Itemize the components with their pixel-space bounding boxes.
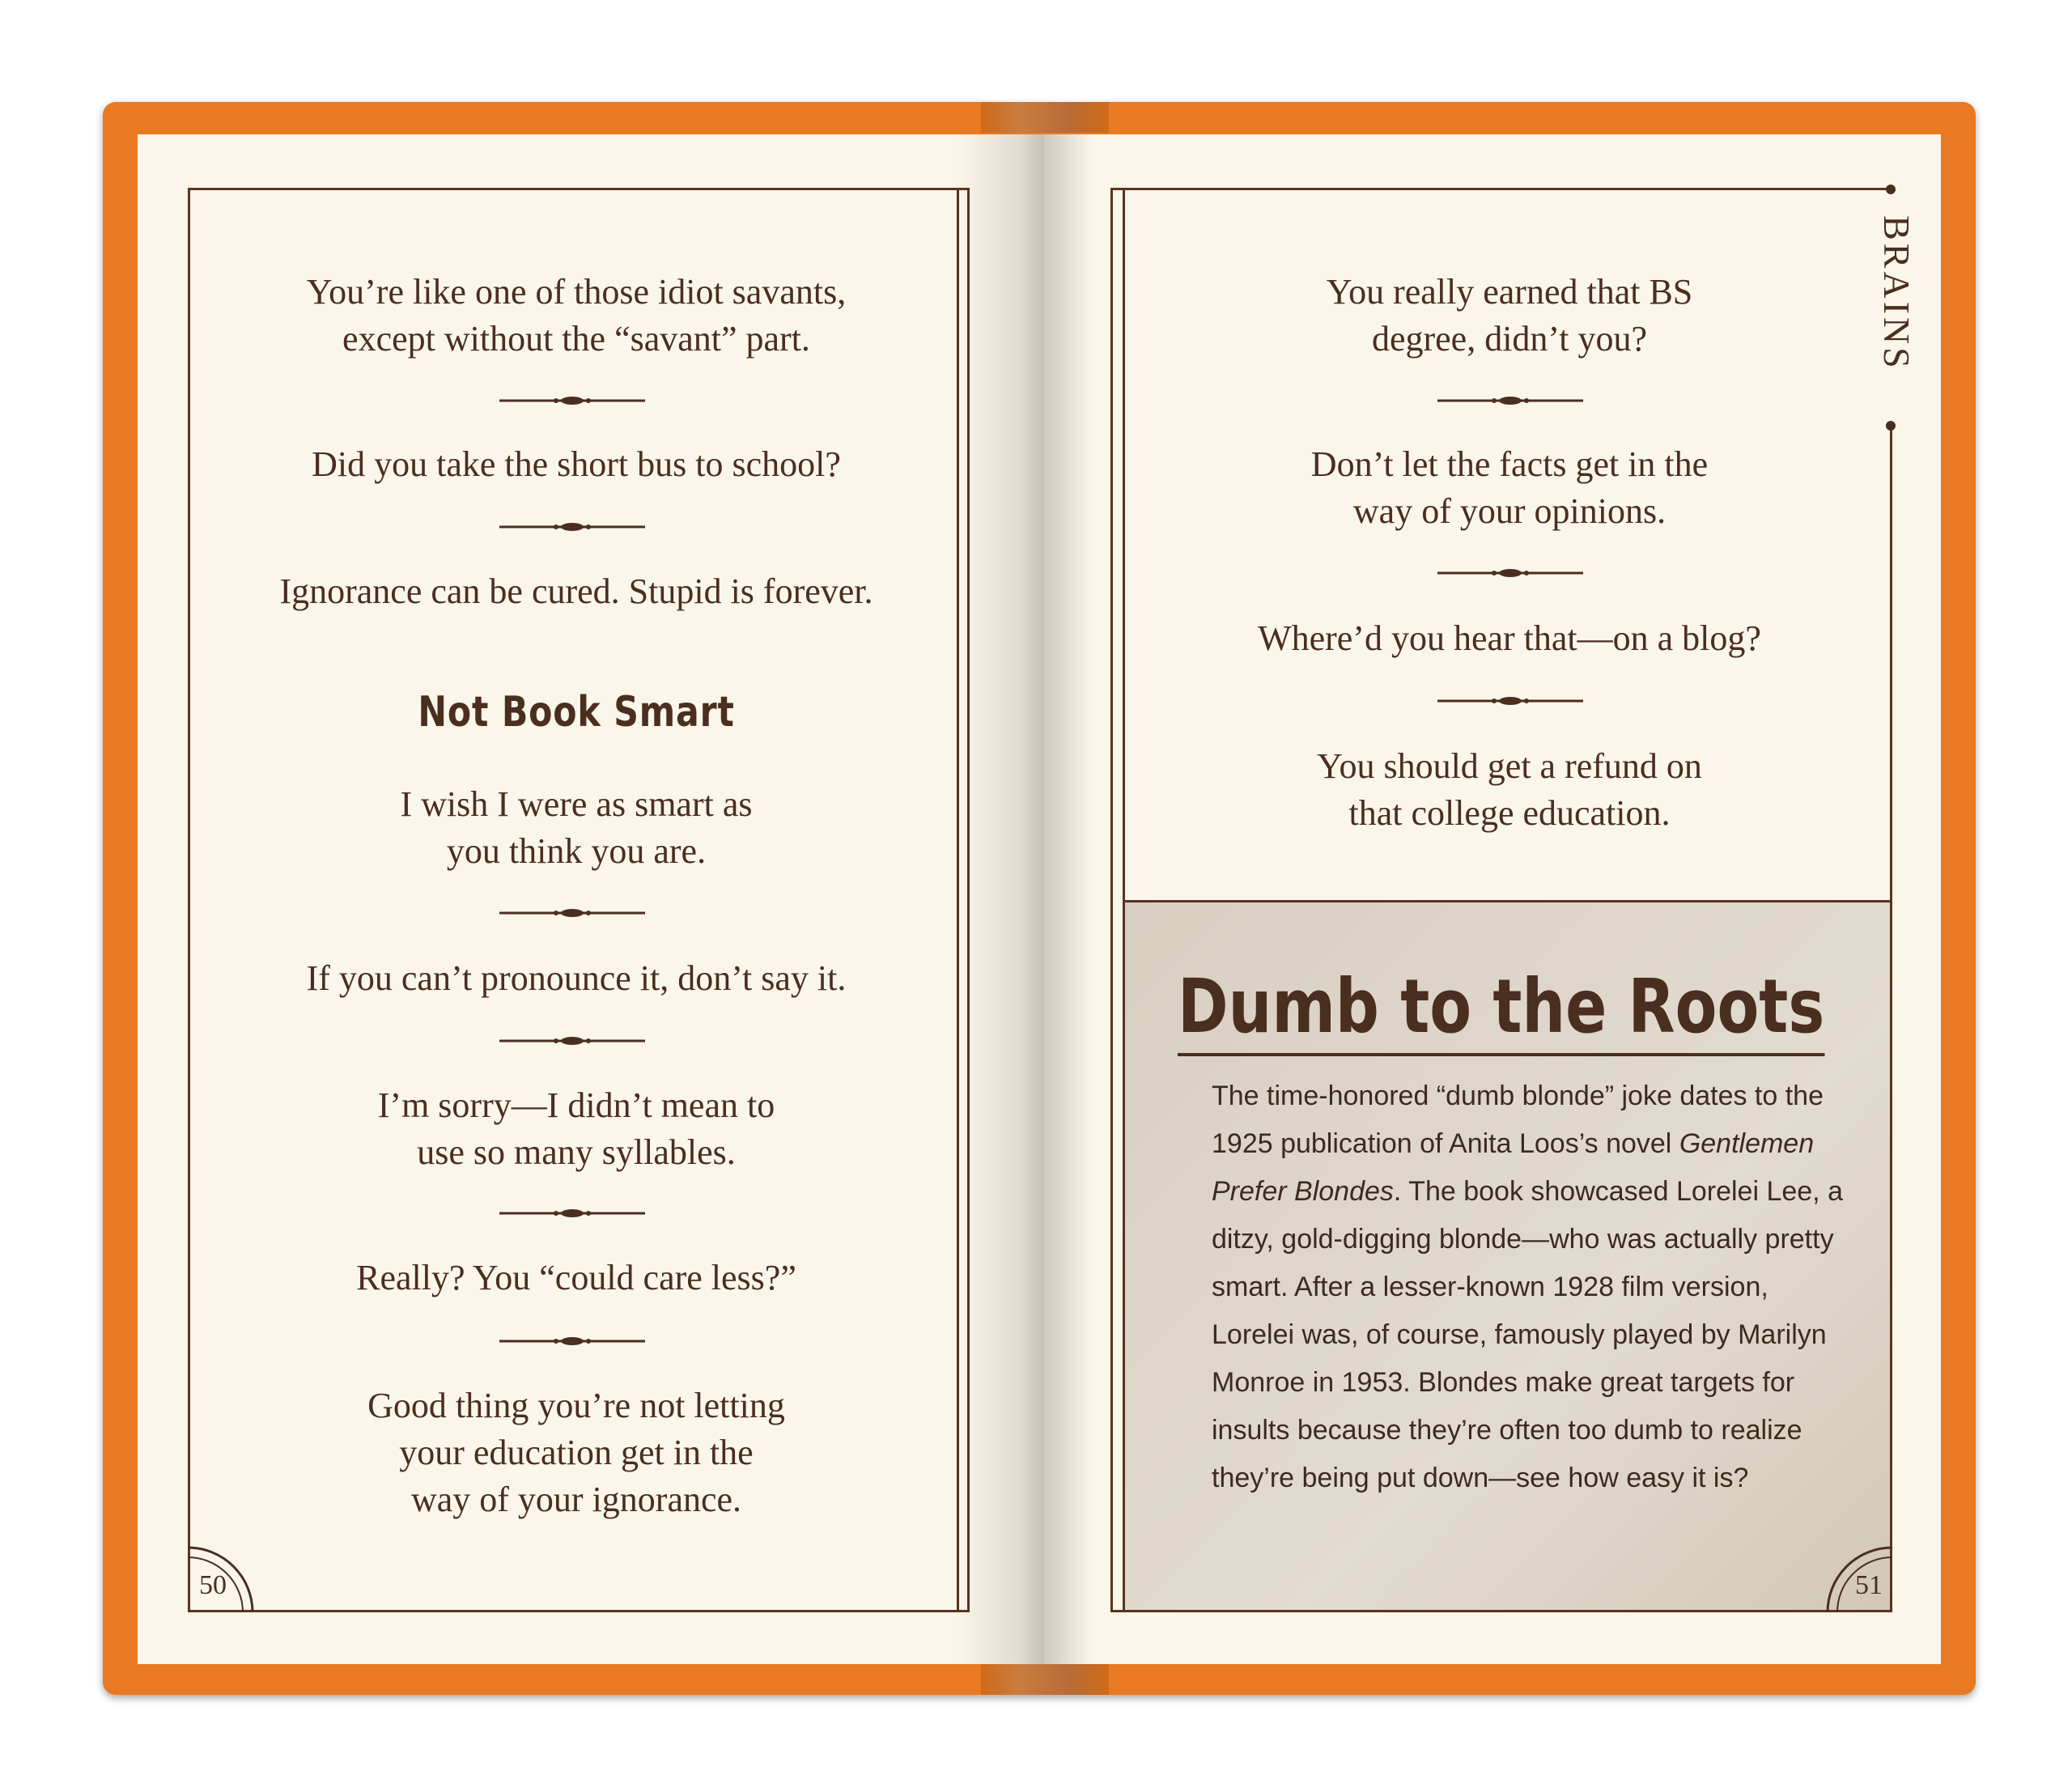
quote-5: If you can’t pronounce it, don’t say it. xyxy=(306,958,847,998)
sidebar-body xyxy=(1212,1072,1843,1502)
sidebar-text: . The book showcased Lorelei Lee, a ditzy, gold-digging blonde—who was actually pretty smart. After a lesser-known 1928 film version, Lorelei was, of course, famously played by Marilyn Monroe in 1953. Blondes make great targets for insults because they’re often too dumb to realize they’re being put down—see how easy it is? xyxy=(1212,1176,1843,1493)
quote-7: Really? You “could care less?” xyxy=(356,1258,796,1297)
gutter-shadow xyxy=(1044,134,1093,1664)
sidebar-title: Dumb to the Roots xyxy=(1178,963,1824,1056)
ornament-divider xyxy=(499,908,645,918)
quote-2: Did you take the short bus to school? xyxy=(312,444,841,484)
quote-3: Ignorance can be cured. Stupid is forever. xyxy=(279,571,873,611)
page-number: 50 xyxy=(199,1570,227,1600)
ornament-divider xyxy=(1437,396,1583,406)
sidebar-text: The time-honored “dumb blonde” joke dates to the 1925 publication of Anita Loos’s novel xyxy=(1212,1081,1824,1159)
right-frame-outer-line xyxy=(1890,429,1892,1612)
quote-12: You should get a refund on that college education. xyxy=(1317,746,1702,833)
page-number: 51 xyxy=(1855,1570,1883,1600)
book-spine-top xyxy=(981,102,1109,133)
left-frame-inner-line xyxy=(957,188,959,1612)
ornament-divider xyxy=(1437,568,1583,578)
book-spine-bottom xyxy=(981,1664,1109,1695)
quote-4: I wish I were as smart as you think you are. xyxy=(400,784,753,871)
ornament-divider xyxy=(1437,696,1583,706)
ornament-divider xyxy=(499,522,645,532)
quote-1: You’re like one of those idiot savants, except without the “savant” part. xyxy=(306,272,847,359)
ornament-divider xyxy=(499,396,645,406)
book-title: Gentlemen Prefer Blondes xyxy=(1212,1128,1815,1207)
ornament-divider xyxy=(499,1036,645,1046)
ornament-divider xyxy=(499,1336,645,1346)
sidebar-top-rule xyxy=(1123,900,1892,902)
subhead: Not Book Smart xyxy=(418,688,735,737)
quote-6: I’m sorry—I didn’t mean to use so many syllables. xyxy=(377,1085,775,1172)
ornament-divider xyxy=(499,1208,645,1218)
quote-9: You really earned that BS degree, didn’t you? xyxy=(1326,272,1693,359)
quote-8: Good thing you’re not letting your education get in the way of your ignorance. xyxy=(367,1386,785,1519)
quote-10: Don’t let the facts get in the way of your opinions. xyxy=(1310,444,1709,531)
quote-11: Where’d you hear that—on a blog? xyxy=(1258,618,1761,658)
section-tab-label: BRAINS xyxy=(1876,215,1917,372)
